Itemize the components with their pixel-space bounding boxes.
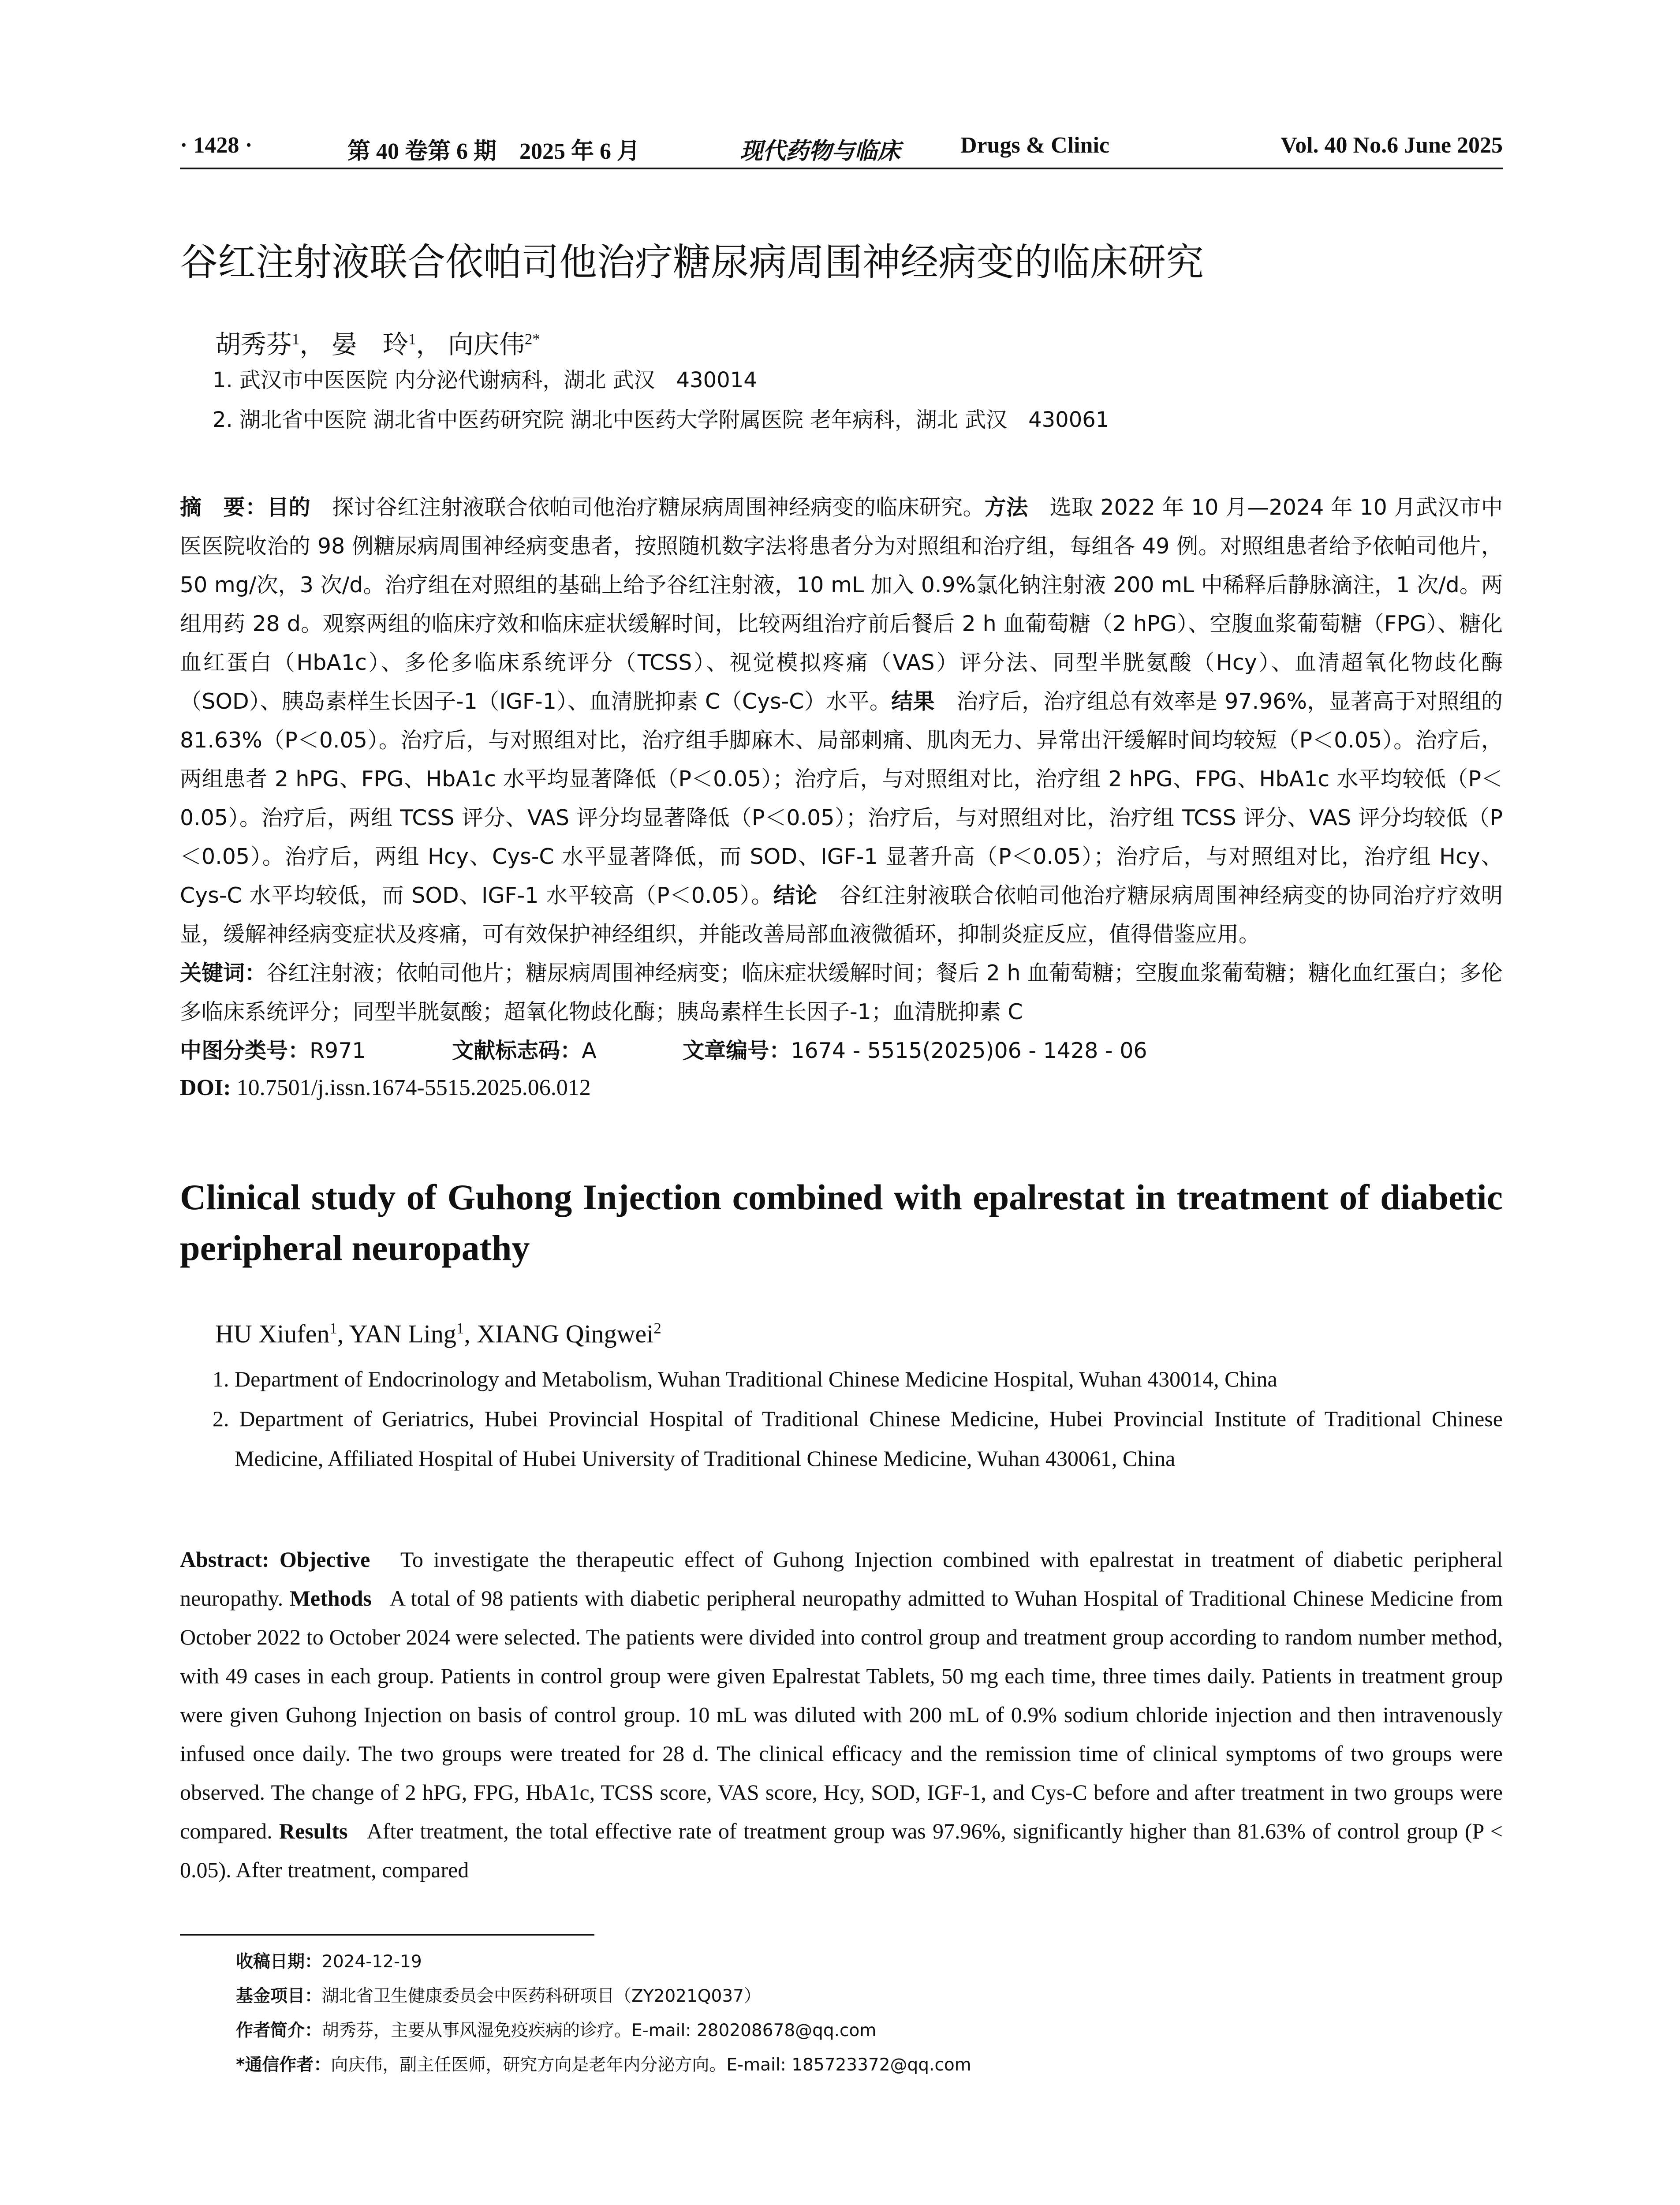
abstract-en-label: Abstract: xyxy=(180,1547,269,1572)
footnote-fund xyxy=(236,1979,971,2014)
footnote-received xyxy=(236,1945,971,1979)
author-sup: 2 xyxy=(653,1319,661,1337)
author-name: 胡秀芬 xyxy=(215,330,292,359)
footnote-corr xyxy=(236,2048,971,2082)
bio-value: 胡秀芬，主要从事风湿免疫疾病的诊疗。E-mail: 280208678@qq.com xyxy=(322,2021,877,2041)
clc-label: 中图分类号： xyxy=(180,1038,310,1063)
clc-value: R971 xyxy=(310,1038,366,1063)
issue-info-cn: 第 40 卷第 6 期 2025 年 6 月 xyxy=(347,139,640,164)
objective-en-label: Objective xyxy=(279,1547,370,1572)
conclusion-text: 谷红注射液联合依帕司他治疗糖尿病周围神经病变的协同治疗疗效明显，缓解神经病变症状及疼痛，可有效保护神经组织，并能改善局部血液微循环，抑制炎症反应，值得借鉴应用。 xyxy=(180,882,1503,947)
doi-label: DOI: xyxy=(180,1075,231,1100)
fund-value: 湖北省卫生健康委员会中医药科研项目（ZY2021Q037） xyxy=(322,1986,761,2006)
corr-value: 向庆伟，副主任医师，研究方向是老年内分泌方向。E-mail: 185723372@qq.com xyxy=(331,2055,971,2075)
methods-label: 方法 xyxy=(984,494,1028,520)
page-number: · 1428 · xyxy=(180,133,253,158)
author-sup: 2* xyxy=(524,330,540,348)
abstract-en xyxy=(180,1540,1503,1889)
bio-label: 作者简介： xyxy=(236,2021,322,2041)
objective-label: 目的 xyxy=(267,494,310,520)
journal-name-cn: 现代药物与临床 xyxy=(740,139,901,164)
authors-en: HU Xiufen$^1$, YAN Ling$^1$, XIANG Qingwei$^2$ xyxy=(215,1319,661,1348)
footnote-rule xyxy=(180,1934,594,1936)
doc-code-value: A xyxy=(582,1038,597,1063)
results-text: 治疗后，治疗组总有效率是 97.96%，显著高于对照组的 81.63%（P＜0.05）。治疗后，与对照组对比，治疗组手脚麻木、局部刺痛、肌肉无力、异常出汗缓解时间均较短（P＜0.05）。治疗后，两组患者 2 hPG、FPG、HbA1c 水平均显著降低（P＜0.05）；治疗后，与对照组对比，治疗组 2 hPG、FPG、HbA1c 水平均较低（P＜0.05）。治疗后，两组 TCSS 评分、VAS 评分均显著降低（P＜0.05）；治疗后，与对照组对比，治疗组 TCSS 评分、VAS 评分均较低（P＜0.05）。治疗后，两组 Hcy、Cys-C 水平显著降低，而 SOD、IGF-1 显著升高（P＜0.05）；治疗后，与对照组对比，治疗组 Hcy、Cys-C 水平均较低，而 SOD、IGF-1 水平较高（P＜0.05）。 xyxy=(180,688,1503,908)
abstract-label: 摘 要： xyxy=(180,494,267,520)
author-sup: 1 xyxy=(456,1319,464,1337)
journal-name-en: Drugs & Clinic xyxy=(960,133,1109,158)
conclusion-label: 结论 xyxy=(773,882,818,908)
title-cn: 谷红注射液联合依帕司他治疗糖尿病周围神经病变的临床研究 xyxy=(180,240,1204,284)
affiliation-cn: 2. 湖北省中医院 湖北省中医药研究院 湖北中医药大学附属医院 老年病科，湖北 武汉 430061 xyxy=(213,407,1109,432)
keywords-label: 关键词： xyxy=(180,960,267,986)
fund-label: 基金项目： xyxy=(236,1986,322,2006)
affiliation-en: 1. Department of Endocrinology and Metabolism, Wuhan Traditional Chinese Medicine Hospital, Wuhan 430014, China xyxy=(213,1367,1277,1392)
article-no-value: 1674 - 5515(2025)06 - 1428 - 06 xyxy=(791,1038,1147,1063)
author-name: YAN Ling xyxy=(349,1319,456,1348)
methods-text: 选取 2022 年 10 月—2024 年 10 月武汉市中医医院收治的 98 例糖尿病周围神经病变患者，按照随机数字法将患者分为对照组和治疗组，每组各 49 例。对照组患者给予依帕司他片，50 mg/次，3 次/d。治疗组在对照组的基础上给予谷红注射液，10 mL 加入 0.9%氯化钠注射液 200 mL 中稀释后静脉滴注，1 次/d。两组用药 28 d。观察两组的临床疗效和临床症状缓解时间，比较两组治疗前后餐后 2 h 血葡萄糖（2 hPG）、空腹血浆葡萄糖（FPG）、糖化血红蛋白（HbA1c）、多伦多临床系统评分（TCSS）、视觉模拟疼痛（VAS）评分法、同型半胱氨酸（Hcy）、血清超氧化物歧化酶（SOD）、胰岛素样生长因子-1（IGF-1）、血清胱抑素 C（Cys-C）水平。 xyxy=(180,494,1503,714)
article-no-label: 文章编号： xyxy=(683,1038,791,1063)
author-name: XIANG Qingwei xyxy=(477,1319,654,1348)
received-value: 2024-12-19 xyxy=(322,1952,422,1972)
objective-text: 探讨谷红注射液联合依帕司他治疗糖尿病周围神经病变的临床研究。 xyxy=(310,494,985,520)
footnote-bio xyxy=(236,2014,971,2048)
abstract-cn xyxy=(180,488,1503,954)
results-en-label: Results xyxy=(279,1819,348,1844)
author-sup: 1 xyxy=(408,330,416,348)
affiliation-cn: 1. 武汉市中医医院 内分泌代谢病科，湖北 武汉 430014 xyxy=(213,367,757,392)
methods-en-text: A total of 98 patients with diabetic peripheral neuropathy admitted to Wuhan Hospital of Traditional Chinese Medicine from October 2022 to October 2024 were selected. The patients were divided into control group and treatment group according to random number method, with 49 cases in each group. Patients in control group were given Epalrestat Tablets, 50 mg each time, three times daily. Patients in treatment group were given Guhong Injection on basis of control group. 10 mL was diluted with 200 mL of 0.9% sodium chloride injection and then intravenously infused once daily. The two groups were treated for 28 d. The clinical efficacy and the remission time of clinical symptoms of two groups were observed. The change of 2 hPG, FPG, HbA1c, TCSS score, VAS score, Hcy, SOD, IGF-1, and Cys-C before and after treatment in two groups were compared. xyxy=(180,1586,1503,1844)
article-page xyxy=(180,132,1503,1889)
keywords-cn xyxy=(180,954,1503,1031)
author-sup: 1 xyxy=(329,1319,337,1337)
received-label: 收稿日期： xyxy=(236,1952,322,1972)
keywords-text: 谷红注射液；依帕司他片；糖尿病周围神经病变；临床症状缓解时间；餐后 2 h 血葡萄糖；空腹血浆葡萄糖；糖化血红蛋白；多伦多临床系统评分；同型半胱氨酸；超氧化物歧化酶；胰岛素样生长因子-1；血清胱抑素 C xyxy=(180,960,1503,1024)
author-name: HU Xiufen xyxy=(215,1319,330,1348)
objective-en-text: To investigate the therapeutic effect of Guhong Injection combined with epalrestat in treatment of diabetic peripheral neuropathy. xyxy=(180,1547,1503,1611)
authors-cn: 胡秀芬$^1$， 晏 玲$^1$， 向庆伟$^{2*}$ xyxy=(215,330,540,359)
results-label: 结果 xyxy=(891,688,935,714)
corr-label: *通信作者： xyxy=(236,2055,331,2075)
author-sup: 1 xyxy=(292,330,300,348)
doi xyxy=(180,1070,1503,1106)
results-en-text: After treatment, the total effective rate of treatment group was 97.96%, significantly higher than 81.63% of control group (P < 0.05). After treatment, compared xyxy=(180,1819,1503,1883)
methods-en-label: Methods xyxy=(289,1586,372,1611)
author-name: 晏 玲 xyxy=(331,330,408,359)
affiliation-en: 2. Department of Geriatrics, Hubei Provincial Hospital of Traditional Chinese Medicine, Hubei Provincial Institute of Traditional Chinese Medicine, Affiliated Hospital of Hubei University of Traditional Chinese Medicine, Wuhan 430061, China xyxy=(213,1406,1503,1471)
title-en: Clinical study of Guhong Injection combined with epalrestat in treatment of diabetic peripheral neuropathy xyxy=(180,1177,1503,1268)
doc-code-label: 文献标志码： xyxy=(452,1038,582,1063)
author-name: 向庆伟 xyxy=(448,330,525,359)
volume-info-en: Vol. 40 No.6 June 2025 xyxy=(1281,133,1503,158)
running-header xyxy=(180,132,1503,169)
footnotes xyxy=(236,1945,971,2082)
classification-row xyxy=(180,1031,1503,1070)
doi-value[interactable]: 10.7501/j.issn.1674-5515.2025.06.012 xyxy=(236,1075,591,1100)
